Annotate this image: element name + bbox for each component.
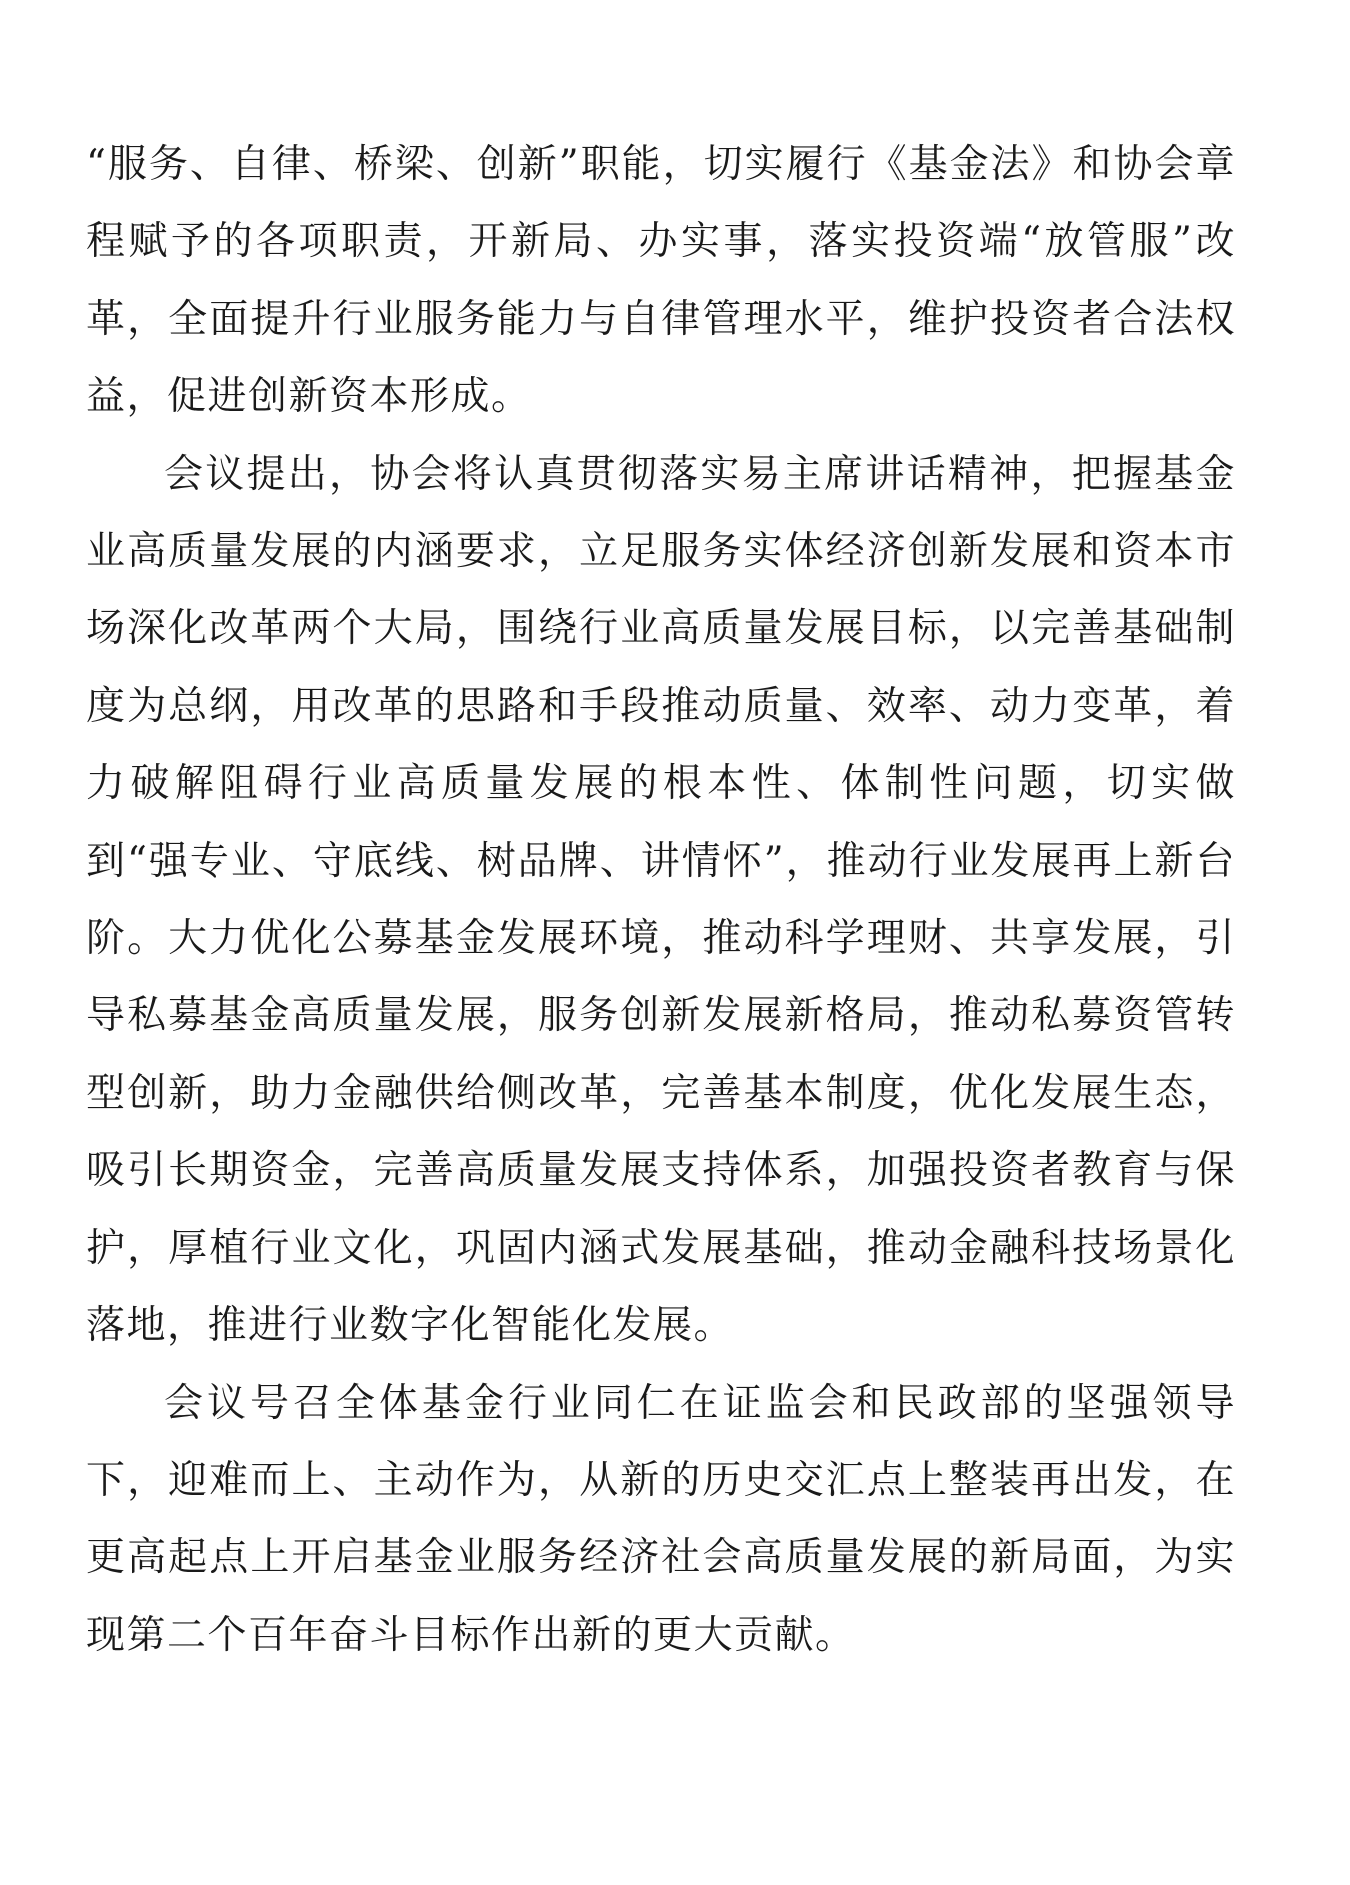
paragraph-meeting-call: 会议号召全体基金行业同仁在证监会和民政部的坚强领导下，迎难而上、主动作为，从新的历史交汇点上整装再出发，在更高起点上开启基金业服务经济社会高质量发展的新局面，为实现第二个百年奋斗目标作出新的更大贡献。 — [86, 1380, 1236, 1658]
paragraph-continued: “服务、自律、桥梁、创新”职能，切实履行《基金法》和协会章程赋予的各项职责，开新局、办实事，落实投资端“放管服”改革，全面提升行业服务能力与自律管理水平，维护投资者合法权益，促进创新资本形成。 — [86, 142, 1236, 420]
paragraph-meeting-proposal: 会议提出，协会将认真贯彻落实易主席讲话精神，把握基金业高质量发展的内涵要求，立足服务实体经济创新发展和资本市场深化改革两个大局，围绕行业高质量发展目标，以完善基础制度为总纲，用改革的思路和手段推动质量、效率、动力变革，着力破解阻碍行业高质量发展的根本性、体制性问题，切实做到“强专业、守底线、树品牌、讲情怀”，推动行业发展再上新台阶。大力优化公募基金发展环境，推动科学理财、共享发展，引导私募基金高质量发展，服务创新发展新格局，推动私募资管转型创新，助力金融供给侧改革，完善基本制度，优化发展生态，吸引长期资金，完善高质量发展支持体系，加强投资者教育与保护，厚植行业文化，巩固内涵式发展基础，推动金融科技场景化落地，推进行业数字化智能化发展。 — [86, 451, 1236, 1349]
document-body — [86, 126, 1236, 1674]
